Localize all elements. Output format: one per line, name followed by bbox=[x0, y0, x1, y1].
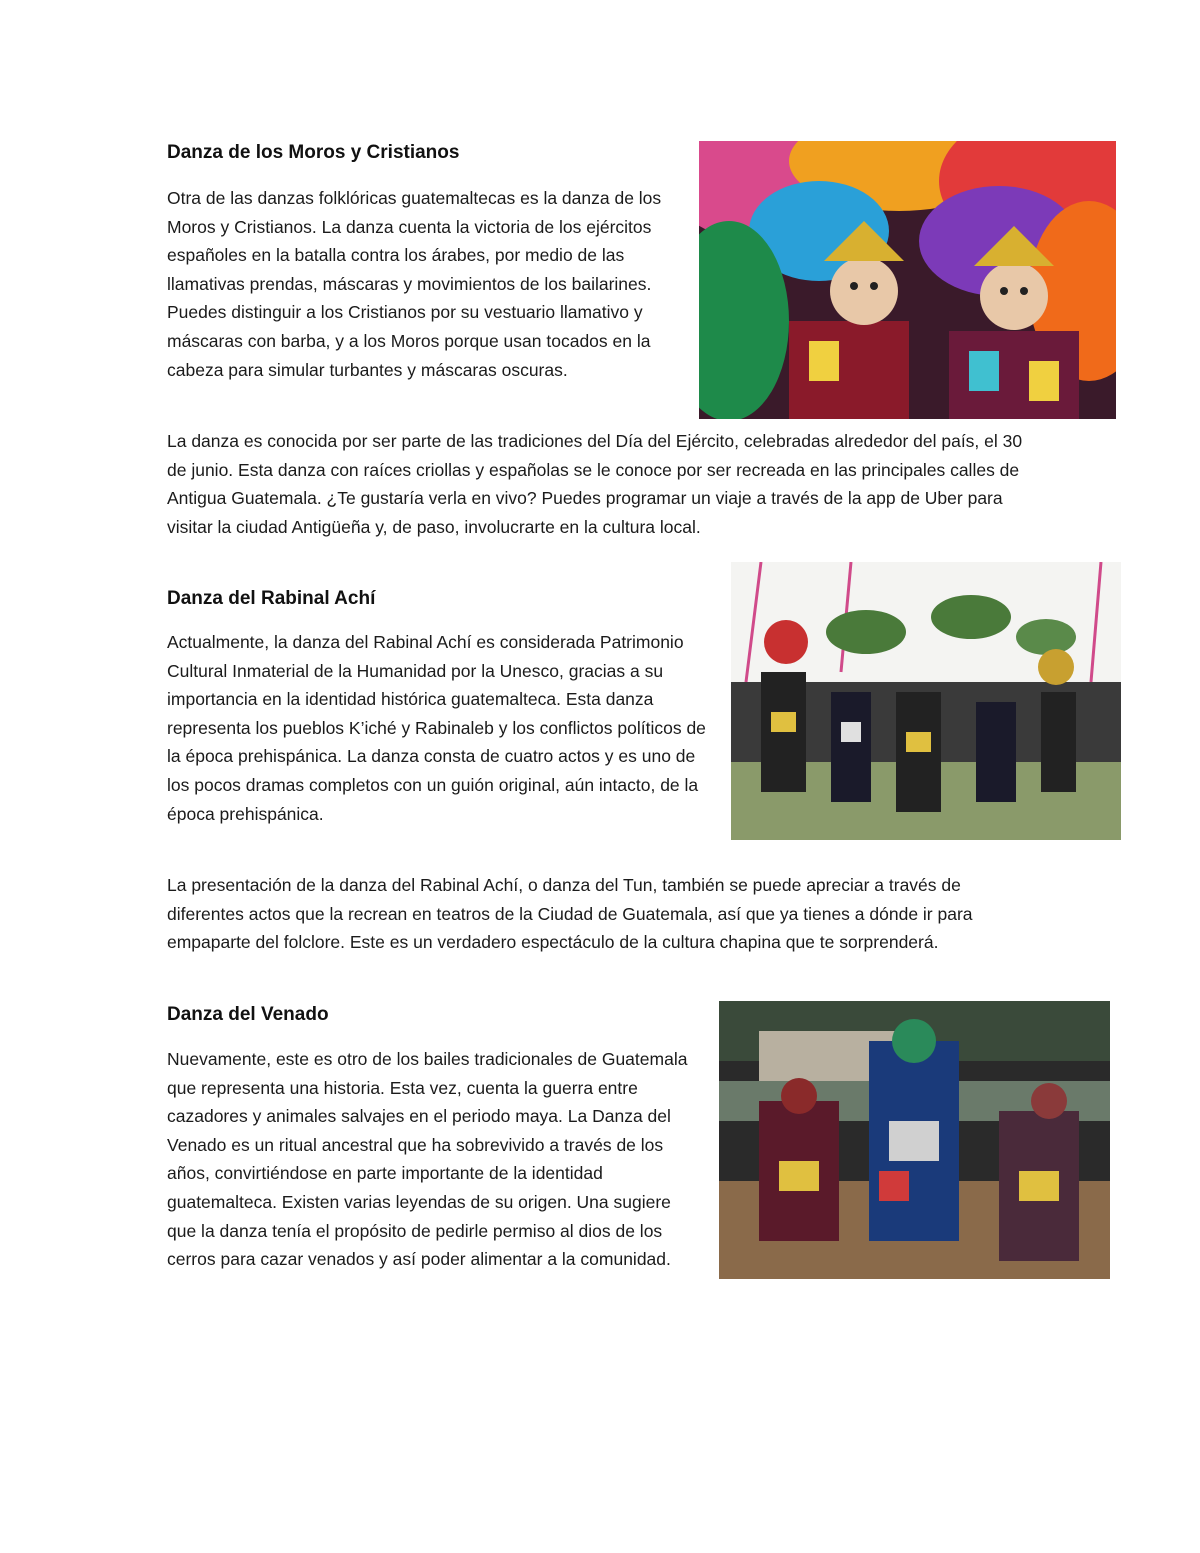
section-heading-rabinal-achi: Danza del Rabinal Achí bbox=[167, 588, 376, 609]
photo-venado-dancers bbox=[719, 1001, 1110, 1279]
section-heading-venado: Danza del Venado bbox=[167, 1004, 329, 1025]
section-paragraph-moros-2: La danza es conocida por ser parte de las tradiciones del Día del Ejército, celebradas alrededor del país, el 30 de junio. Esta danza con raíces criollas y españolas se le conoce por ser recreada en las principales calles de Antigua Guatemala. ¿Te gustaría verla en vivo? Puedes programar un viaje a través de la app de Uber para visitar la ciudad Antigüeña y, de paso, involucrarte en la cultura local. bbox=[167, 431, 1023, 537]
section-paragraph-rabinal-1: Actualmente, la danza del Rabinal Achí es considerada Patrimonio Cultural Inmaterial de la Humanidad por la Unesco, gracias a su importancia en la identidad histórica guatemalteca. Esta danza representa los pueblos K’iché y Rabinaleb y los conflictos políticos de la época prehispánica. La danza consta de cuatro actos y es uno de los pocos dramas completos con un guión original, aún intacto, de la época prehispánica. bbox=[167, 632, 706, 824]
photo-moros-cristianos-dancers bbox=[699, 141, 1116, 419]
section-paragraph-venado-1: Nuevamente, este es otro de los bailes tradicionales de Guatemala que representa una historia. Esta vez, cuenta la guerra entre cazadores y animales salvajes en el periodo maya. La Danza del Venado es un ritual ancestral que ha sobrevivido a través de los años, convirtiéndose en parte importante de la identidad guatemalteca. Existen varias leyendas de su origen. Una sugiere que la danza tenía el propósito de pedirle permiso al dios de los cerros para cazar venados y así poder alimentar a la comunidad. bbox=[167, 1049, 688, 1270]
section-paragraph-moros-1: Otra de las danzas folklóricas guatemaltecas es la danza de los Moros y Cristianos. La danza cuenta la victoria de los ejércitos españoles en la batalla contra los árabes, por medio de las llamativas prendas, máscaras y movimientos de los bailarines. Puedes distinguir a los Cristianos por su vestuario llamativo y máscaras con barba, y a los Moros porque usan tocados en la cabeza para simular turbantes y máscaras oscuras. bbox=[167, 188, 662, 380]
section-heading-moros-cristianos: Danza de los Moros y Cristianos bbox=[167, 142, 460, 163]
section-paragraph-rabinal-2: La presentación de la danza del Rabinal Achí, o danza del Tun, también se puede apreciar a través de diferentes actos que la recrean en teatros de la Ciudad de Guatemala, así que ya tienes a dónde ir para empaparte del folclore. Este es un verdadero espectáculo de la cultura chapina que te sorprenderá. bbox=[167, 875, 973, 953]
photo-rabinal-achi-dancers bbox=[731, 562, 1121, 840]
